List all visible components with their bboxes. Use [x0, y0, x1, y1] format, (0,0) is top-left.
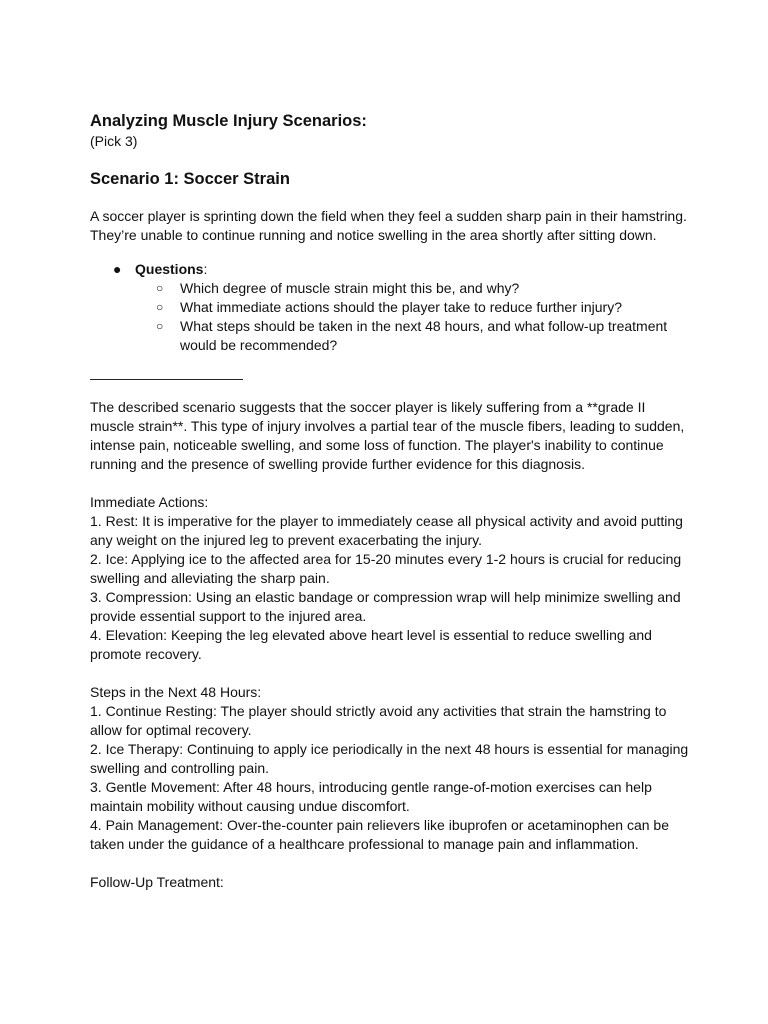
- questions-colon: :: [203, 261, 208, 277]
- immediate-actions-section: [90, 493, 690, 664]
- question-item: [90, 298, 690, 317]
- question-item: [90, 279, 690, 298]
- list-item: 4. Elevation: Keeping the leg elevated above heart level is essential to reduce swelling and promote recovery.: [90, 627, 652, 662]
- immediate-actions-heading: Immediate Actions:: [90, 494, 209, 510]
- list-item: 3. Compression: Using an elastic bandage or compression wrap will help minimize swelling and provide essential support to the injured area.: [90, 589, 681, 624]
- list-item: 1. Rest: It is imperative for the player to immediately cease all physical activity and avoid putting any weight on the injured leg to prevent exacerbating the injury.: [90, 513, 683, 548]
- question-text: What immediate actions should the player take to reduce further injury?: [180, 299, 623, 315]
- question-text: What steps should be taken in the next 48 hours, and what follow-up treatment would be recommended?: [180, 318, 668, 353]
- list-item: 2. Ice: Applying ice to the affected area for 15-20 minutes every 1-2 hours is crucial for reducing swelling and alleviating the sharp pain.: [90, 551, 682, 586]
- bullet-dot-icon: ●: [113, 261, 122, 277]
- questions-bullet-item: [90, 260, 690, 279]
- pick-note: (Pick 3): [90, 133, 138, 149]
- list-item: 2. Ice Therapy: Continuing to apply ice periodically in the next 48 hours is essential for managing swelling and controlling pain.: [90, 741, 689, 776]
- questions-list: [90, 260, 690, 355]
- next-48-hours-section: [90, 683, 690, 854]
- question-text: Which degree of muscle strain might this be, and why?: [180, 280, 520, 296]
- bullet-circle-icon: ○: [156, 319, 164, 333]
- list-item: 4. Pain Management: Over-the-counter pain relievers like ibuprofen or acetaminophen can be taken under the guidance of a healthcare professional to manage pain and inflammation.: [90, 817, 669, 852]
- bullet-circle-icon: ○: [156, 300, 164, 314]
- document-title: Analyzing Muscle Injury Scenarios:: [90, 112, 367, 130]
- diagnosis-paragraph: The described scenario suggests that the soccer player is likely suffering from a **grade II muscle strain**. This type of injury involves a partial tear of the muscle fibers, leading to sudden, intense pain, noticeable swelling, and some loss of function. The player's inability to continue running and the presence of swelling provide further evidence for this diagnosis.: [90, 399, 685, 472]
- follow-up-section: [90, 873, 690, 892]
- list-item: 3. Gentle Movement: After 48 hours, introducing gentle range-of-motion exercises can help maintain mobility without causing undue discomfort.: [90, 779, 652, 814]
- questions-label: Questions: [135, 261, 204, 277]
- document-page: [90, 110, 690, 892]
- list-item: 1. Continue Resting: The player should strictly avoid any activities that strain the hamstring to allow for optimal recovery.: [90, 703, 667, 738]
- answer-divider-line: [90, 379, 243, 380]
- next-48-hours-heading: Steps in the Next 48 Hours:: [90, 684, 262, 700]
- follow-up-heading: Follow-Up Treatment:: [90, 874, 224, 890]
- question-item: [90, 317, 690, 355]
- bullet-circle-icon: ○: [156, 281, 164, 295]
- scenario-heading: Scenario 1: Soccer Strain: [90, 170, 290, 188]
- scenario-description: A soccer player is sprinting down the field when they feel a sudden sharp pain in their hamstring. They’re unable to continue running and notice swelling in the area shortly after sitting down.: [90, 208, 687, 243]
